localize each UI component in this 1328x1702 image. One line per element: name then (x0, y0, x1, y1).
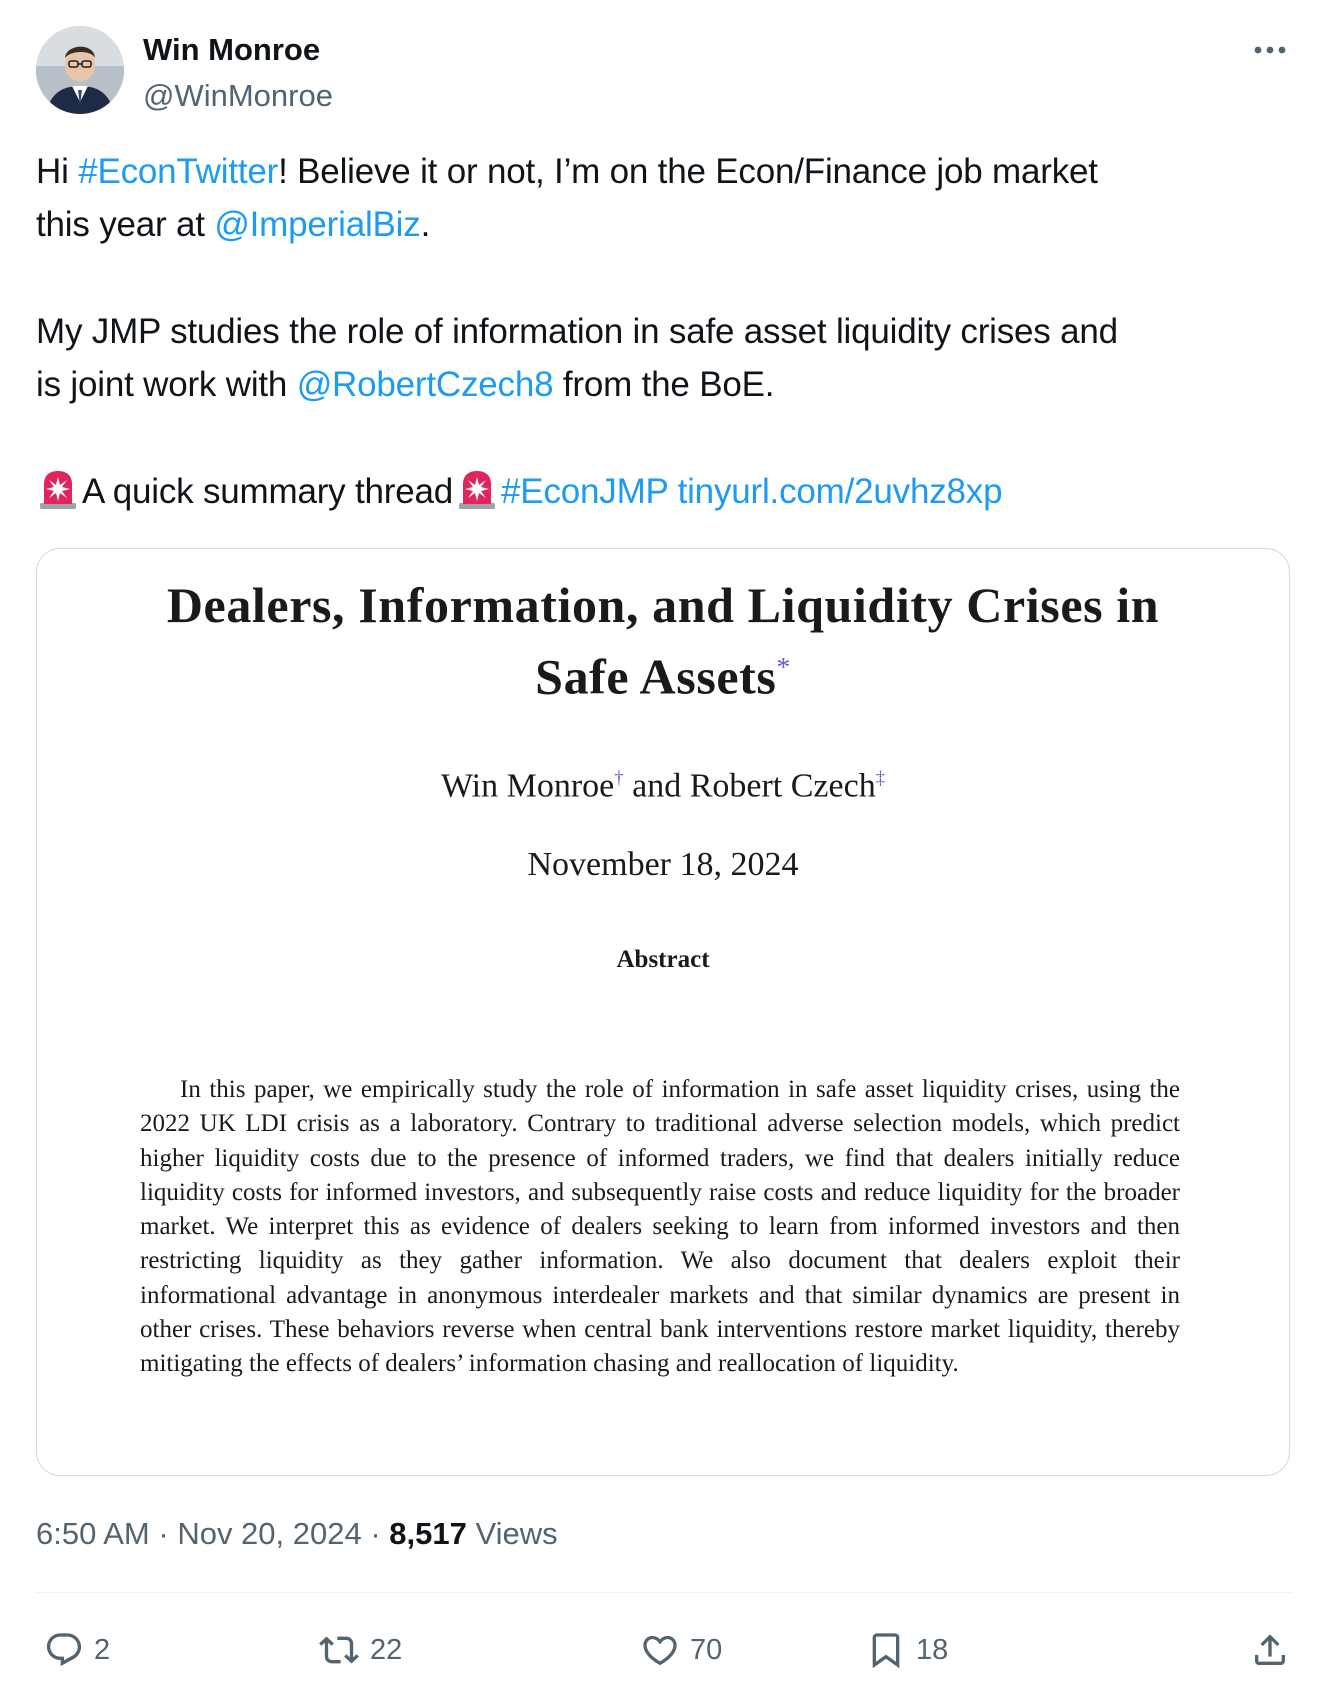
like-count: 70 (690, 1634, 723, 1666)
author-name: Robert Czech (689, 767, 876, 805)
footnote-mark: ‡ (875, 768, 886, 789)
more-options-button[interactable] (1246, 32, 1294, 68)
heart-icon (640, 1630, 680, 1670)
author-name: Win Monroe (440, 767, 615, 805)
abstract-text: In this paper, we empirically study the role of information in safe asset liquidity crises, using the 2022 UK LDI crisis as a laboratory. Contrary to traditional adverse selection models, which predict higher liquidity costs due to the presence of informed traders, we find that dealers initially reduce liquidity costs for informed investors, and subsequently raise costs and reduce liquidity for the broader market. We interpret this as evidence of dealers seeking to learn from informed investors and then restricting liquidity as they gather information. We also document that dealers exploit their informational advantage in anonymous interdealer markets and that similar dynamics are present in other crises. These behaviors reverse when central bank interventions restore market liquidity, thereby mitigating the effects of dealers’ information chasing and reallocation of liquidity. (140, 1076, 1180, 1378)
tweet (36, 0, 1294, 1702)
action-bar (36, 1624, 1292, 1676)
repost-button[interactable] (318, 1624, 402, 1676)
separator: · (361, 1516, 390, 1551)
tweet-line (36, 198, 1286, 251)
divider (36, 1592, 1292, 1593)
text-span: Hi (36, 152, 79, 191)
tweet-line (36, 145, 1286, 198)
separator: · (149, 1516, 178, 1551)
reply-count: 2 (94, 1634, 111, 1666)
attached-image[interactable] (36, 548, 1290, 1476)
mention-imperialbiz[interactable]: @ImperialBiz (214, 205, 421, 244)
tweet-text (36, 145, 1286, 518)
share-button[interactable] (1250, 1624, 1290, 1676)
external-link[interactable]: tinyurl.com/2uvhz8xp (677, 472, 1003, 511)
text-span: Safe Assets (535, 648, 777, 705)
text-span: ! Believe it or not, I’m on the Econ/Finance job market (278, 152, 1098, 191)
display-name[interactable]: Win Monroe (143, 32, 321, 67)
mention-robertczech[interactable]: @RobertCzech8 (296, 365, 554, 404)
reply-icon (44, 1630, 84, 1670)
footnote-mark: † (614, 768, 624, 789)
paper-title (37, 575, 1289, 708)
paper-title-line (37, 636, 1289, 708)
text-span: and (623, 767, 690, 805)
bookmark-icon (866, 1630, 906, 1670)
bookmark-button[interactable] (866, 1624, 948, 1676)
repost-count: 22 (370, 1634, 403, 1666)
text-span: this year at (36, 205, 215, 244)
views-count: 8,517 (389, 1516, 467, 1551)
text-span: . (420, 205, 431, 244)
handle[interactable]: @WinMonroe (143, 78, 333, 113)
text-span: A quick summary thread (82, 472, 454, 511)
share-icon (1250, 1630, 1290, 1670)
abstract-heading: Abstract (616, 946, 710, 973)
bookmark-count: 18 (916, 1634, 949, 1666)
paper-authors (37, 759, 1289, 806)
avatar[interactable] (36, 26, 124, 114)
timestamp[interactable]: 6:50 AM (36, 1516, 150, 1551)
more-horizontal-icon (1252, 45, 1288, 55)
hashtag-econjmp[interactable]: #EconJMP (501, 472, 669, 511)
rotating-light-icon (36, 468, 80, 512)
tweet-line (36, 465, 1286, 518)
text-span: is joint work with (36, 365, 297, 404)
tweet-line: My JMP studies the role of information in safe asset liquidity crises and (36, 312, 1118, 351)
footnote-mark: * (776, 651, 791, 682)
hashtag-econtwitter[interactable]: #EconTwitter (78, 152, 279, 191)
views-label: Views (466, 1516, 558, 1551)
paper-title-line: Dealers, Information, and Liquidity Crises in (166, 577, 1160, 633)
tweet-line (36, 358, 1286, 411)
tweet-meta (36, 1516, 558, 1552)
tweet-header (36, 26, 1294, 118)
post-date[interactable]: Nov 20, 2024 (177, 1516, 362, 1551)
reply-button[interactable] (44, 1624, 110, 1676)
paper-date: November 18, 2024 (527, 846, 799, 883)
repost-icon (318, 1630, 360, 1670)
rotating-light-icon (455, 468, 499, 512)
like-button[interactable] (640, 1624, 722, 1676)
text-span: from the BoE. (553, 365, 775, 404)
